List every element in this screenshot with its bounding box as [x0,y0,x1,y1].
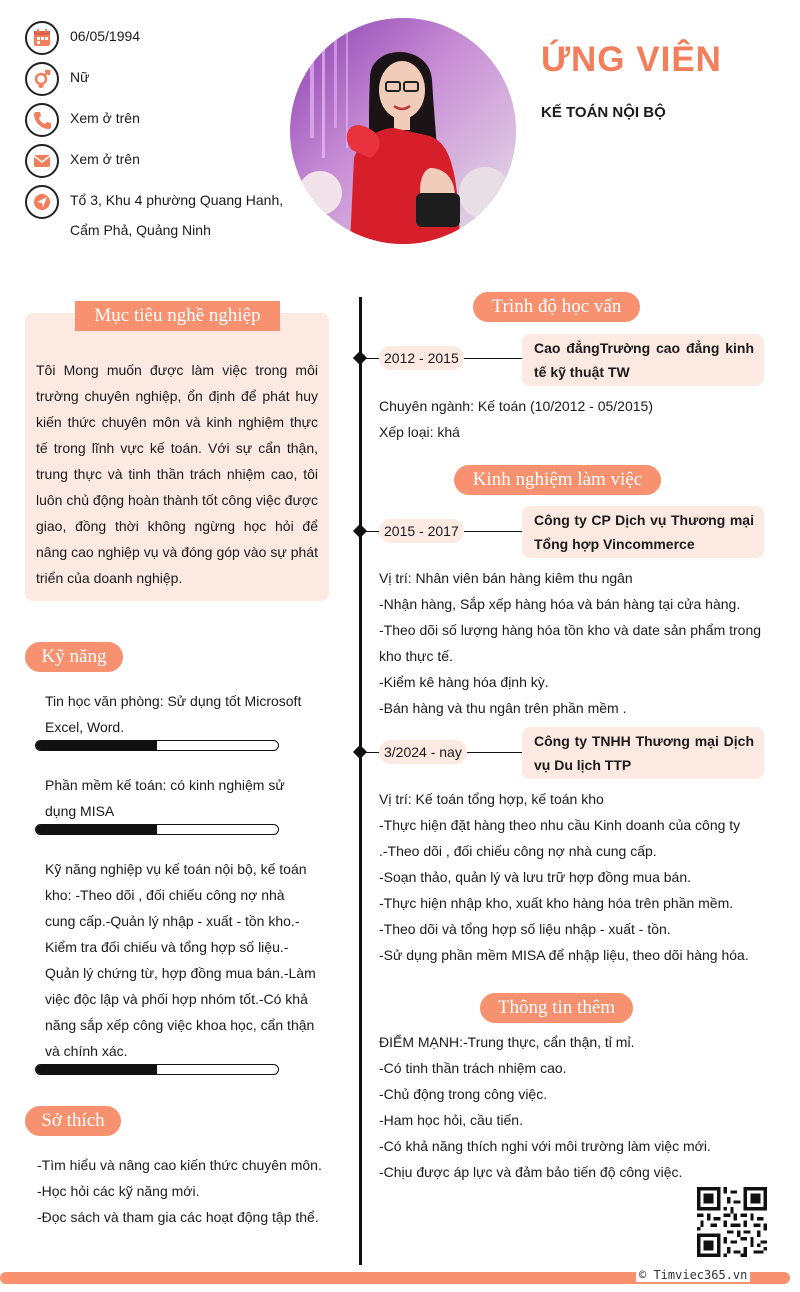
job-line: -Kiểm kê hàng hóa định kỳ. [379,674,549,690]
extra-line: -Ham học hỏi, cầu tiến. [379,1112,523,1128]
phone-icon [25,103,59,137]
timeline-connector [362,752,379,753]
extra-details [379,1029,771,1185]
objective-text: Tôi Mong muốn được làm việc trong môi trường chuyên nghiệp, ổn định để phát huy kiến thức chuyên môn và kinh nghiệm thực tế trong lĩnh vực kế toán. Với sự cẩn thận, trung thực và tinh thần trách nhiệm cao, tôi luôn chủ động hoàn thành tốt công việc được giao, đồng thời không ngừng học hỏi để nâng cao nghiệp vụ và đóng góp vào sự phát triển của doanh nghiệp. [36,362,318,586]
skill-item-text: Tin học văn phòng: Sử dụng tốt Microsoft Excel, Word. [45,693,302,735]
extra-line: -Có khả năng thích nghi với môi trường làm việc mới. [379,1138,711,1154]
skill-level-fill [36,741,157,750]
avatar [290,18,516,244]
address-line-2: Cẩm Phả, Quảng Ninh [70,222,211,238]
job-line: -Soạn thảo, quản lý và lưu trữ hợp đồng mua bán. [379,869,692,885]
objective-title: Mục tiêu nghề nghiệp [75,301,280,331]
job-line: .-Theo dõi , đối chiếu công nợ nhà cung cấp. [379,843,657,859]
email-text: Xem ở trên [70,151,140,167]
job-company: Công ty TNHH Thương mại Dịch vụ Du lịch TTP [522,727,764,779]
address-line-1: Tổ 3, Khu 4 phường Quang Hanh, [70,192,284,208]
skill-level-bar [35,740,279,751]
job-line: -Nhận hàng, Sắp xếp hàng hóa và bán hàng tại cửa hàng. [379,596,741,612]
timeline-line [359,297,362,1265]
education-line: Chuyên ngành: Kế toán (10/2012 - 05/2015) [379,398,653,414]
timeline-connector [467,752,522,753]
job-line: -Theo dõi và tổng hợp số liệu nhập - xuất - tồn. [379,921,671,937]
job-details [379,786,771,968]
timeline-connector [362,531,379,532]
hobby-item: -Học hỏi các kỹ năng mới. [37,1183,200,1199]
location-icon [25,185,59,219]
gender-text: Nữ [70,69,90,85]
skill-level-bar [35,824,279,835]
extra-line: -Chủ động trong công việc. [379,1086,548,1102]
hobby-item: -Tìm hiểu và nâng cao kiến thức chuyên môn. [37,1157,322,1173]
extra-title: Thông tin thêm [480,993,633,1023]
address-text [70,185,283,245]
skill-level-fill [36,1065,157,1074]
extra-line: -Chịu được áp lực và đảm bảo tiến độ công việc. [379,1164,683,1180]
job-line: -Bán hàng và thu ngân trên phần mềm . [379,700,627,716]
skill-item-text: Phần mềm kế toán: có kinh nghiệm sử dụng MISA [45,777,285,819]
timeline-connector [464,358,522,359]
contact-email [25,144,140,178]
job-line: -Sử dụng phần mềm MISA để nhập liệu, theo dõi hàng hóa. [379,947,749,963]
birthday-text: 06/05/1994 [70,28,141,44]
job-company: Công ty CP Dịch vụ Thương mại Tổng hợp Vincommerce [522,506,764,558]
job-line: -Thực hiện nhập kho, xuất kho hàng hóa trên phần mềm. [379,895,734,911]
hobbies-list [37,1152,327,1230]
job-date: 3/2024 - nay [379,740,467,764]
skill-level-fill [36,825,157,834]
qr-code-icon [697,1187,767,1257]
timeline-connector [464,531,522,532]
job-details [379,565,771,721]
hobby-item: -Đọc sách và tham gia các hoạt động tập thể. [37,1209,319,1225]
email-icon [25,144,59,178]
calendar-icon [25,21,59,55]
education-title: Trình độ học vấn [473,292,640,322]
education-line: Xếp loại: khá [379,424,460,440]
job-line: -Theo dõi số lượng hàng hóa tồn kho và date sản phẩm trong kho thực tế. [379,622,762,664]
job-date: 2015 - 2017 [379,519,464,543]
contact-gender [25,62,89,96]
hobbies-title: Sở thích [25,1106,121,1136]
extra-line: -Có tinh thần trách nhiệm cao. [379,1060,567,1076]
contact-address [25,185,283,245]
job-line: Vị trí: Kế toán tổng hợp, kế toán kho [379,791,604,807]
contact-phone [25,103,140,137]
education-school: Cao đẳngTrường cao đẳng kinh tế kỹ thuật TW [522,334,764,386]
skill-level-bar [35,1064,279,1075]
contact-birthday [25,21,140,55]
timeline-connector [362,358,379,359]
skills-title: Kỹ năng [25,642,123,672]
candidate-position: KẾ TOÁN NỘI BỘ [541,104,666,121]
job-line: Vị trí: Nhân viên bán hàng kiêm thu ngân [379,570,633,586]
education-date: 2012 - 2015 [379,346,464,370]
experience-title: Kinh nghiệm làm việc [454,465,661,495]
extra-line: ĐIỂM MẠNH:-Trung thực, cẩn thận, tỉ mỉ. [379,1034,635,1050]
footer-credit: © Timviec365.vn [636,1268,750,1282]
gender-icon [25,62,59,96]
skill-item-text: Kỹ năng nghiệp vụ kế toán nội bộ, kế toán kho: -Theo dõi , đối chiếu công nợ nhà cung cấp.-Quản lý nhập - xuất - tồn kho.-Kiểm tra đối chiếu và tổng hợp số liệu.-Quản lý chứng từ, hợp đồng mua bán.-Làm việc độc lập và phối hợp nhóm tốt.-Có khả năng sắp xếp công việc khoa học, cẩn thận và chính xác. [45,861,316,1059]
phone-text: Xem ở trên [70,110,140,126]
education-details [379,393,771,445]
job-line: -Thực hiện đặt hàng theo nhu cầu Kinh doanh của công ty [379,817,741,833]
candidate-name: ỨNG VIÊN [541,40,722,79]
